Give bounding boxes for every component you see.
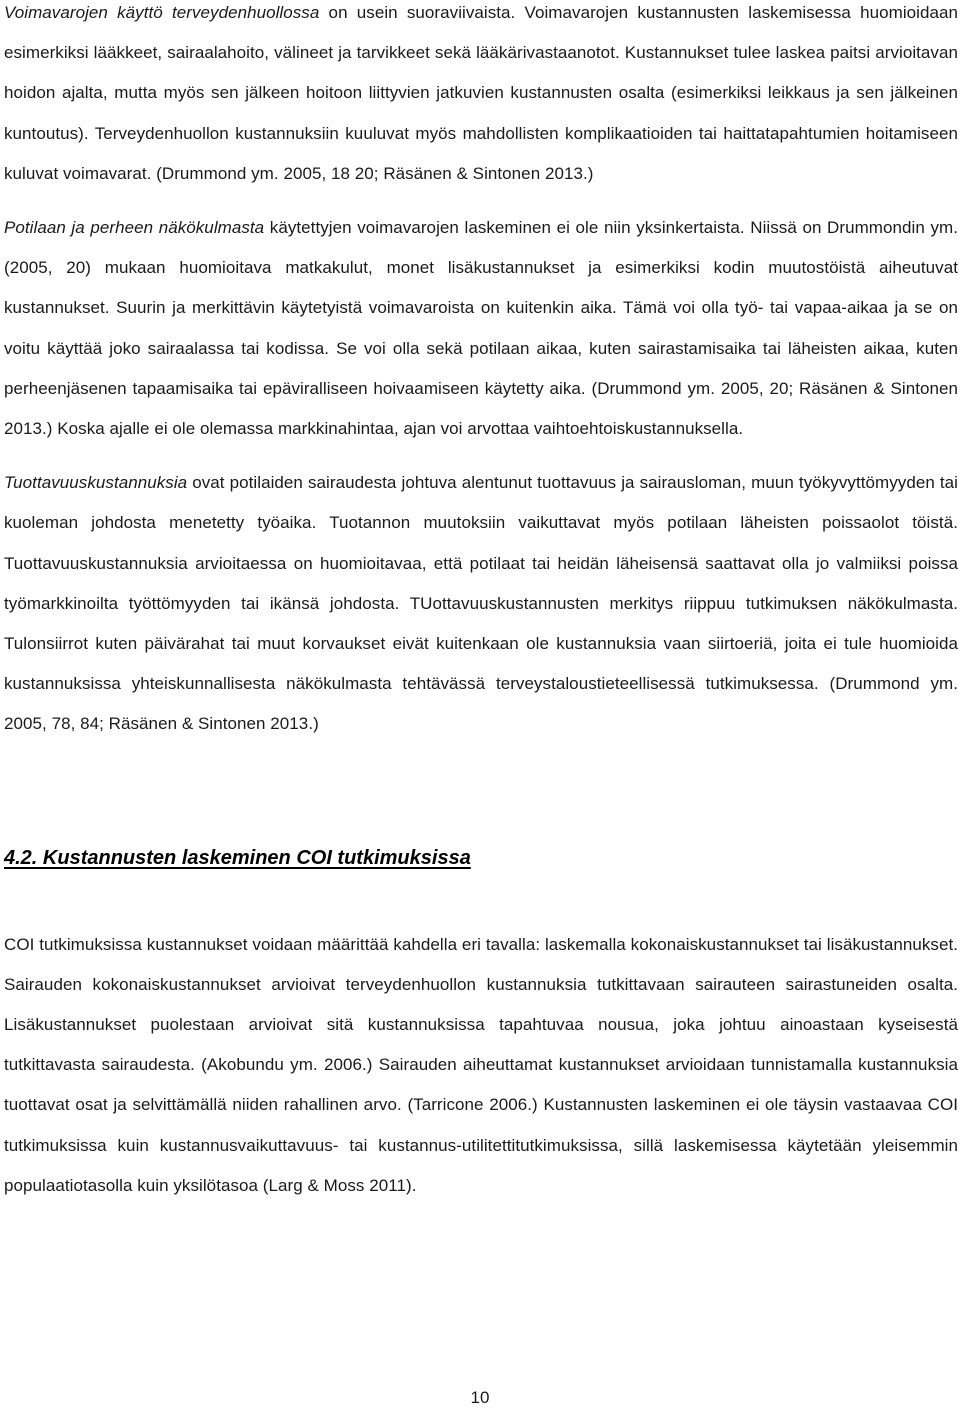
italic-term: Voimavarojen käyttö terveydenhuollossa xyxy=(4,3,320,22)
paragraph-coi-costs: COI tutkimuksissa kustannukset voidaan määrittää kahdella eri tavalla: laskemalla kokonaiskustannukset tai lisäkustannukset. Sairauden kokonaiskustannukset arvioivat terveydenhuollon kustannuksia tutkittavaan sairauteen sairastuneiden osalta. Lisäkustannukset puolestaan arvioivat sitä kustannuksissa tapahtuvaa nousua, joka johtuu ainoastaan kyseisestä tutkittavasta sairaudesta. (Akobundu ym. 2006.) Sairauden aiheuttamat kustannukset arvioidaan tunnistamalla kustannuksia tuottavat osat ja selvittämällä niiden rahallinen arvo. (Tarricone 2006.) Kustannusten laskeminen ei ole täysin vastaavaa COI tutkimuksissa kuin kustannusvaikuttavuus- tai kustannus-utilitettitutkimuksissa, sillä laskemisessa käytetään yleisemmin populaatiotasolla kuin yksilötasoa (Larg & Moss 2011). xyxy=(4,934,958,1195)
paragraph-text: käytettyjen voimavarojen laskeminen ei ole niin yksinkertaista. Niissä on Drummondin ym. (2005, 20) mukaan huomioitava matkakulut, monet lisäkustannukset ja esimerkiksi kodin muutostöistä aiheutuvat kustannukset. Suurin ja merkittävin käytetyistä voimavaroista on kuitenkin aika. Tämä voi olla työ- tai vapaa-aikaa ja se on voitu käyttää joko sairaalassa tai kodissa. Se voi olla sekä potilaan aikaa, kuten sairastamisaika tai läheisten aikaa, kuten perheenjäsenen tapaamisaika tai epäviralliseen hoivaamiseen käytetty aika. (Drummond ym. 2005, 20; Räsänen & Sintonen 2013.) Koska ajalle ei ole olemassa markkinahintaa, ajan voi arvottaa vaihtoehtoiskustannuksella. xyxy=(4,218,958,439)
paragraph-text: ovat potilaiden sairaudesta johtuva alentunut tuottavuus ja sairausloman, muun työkyvyttömyyden tai kuoleman johdosta menetetty työaika. Tuotannon muutoksiin vaikuttavat myös potilaan läheisten poissaolot töistä. Tuottavuuskustannuksia arvioitaessa on huomioitavaa, että potilaat tai heidän läheisensä saattavat olla jo valmiiksi poissa työmarkkinoilta työttömyyden tai ikänsä johdosta. TUottavuuskustannusten merkitys riippuu tutkimuksen näkökulmasta. Tulonsiirrot kuten päivärahat tai muut korvaukset eivät kuitenkaan ole kustannuksia vaan siirtoeriä, joita ei tule huomioida kustannuksissa yhteiskunnallisesta näkökulmasta tehtävässä terveystaloustieteellisessä tutkimuksessa. (Drummond ym. 2005, 78, 84; Räsänen & Sintonen 2013.) xyxy=(4,473,958,734)
paragraph-productivity-costs xyxy=(4,463,958,744)
paragraph-patient-family-perspective xyxy=(4,208,958,449)
page-number: 10 xyxy=(470,1388,490,1407)
paragraph-text: on usein suoraviivaista. Voimavarojen kustannusten laskemisessa huomioidaan esimerkiksi lääkkeet, sairaalahoito, välineet ja tarvikkeet sekä lääkärivastaanotot. Kustannukset tulee laskea paitsi arvioitavan hoidon ajalta, mutta myös sen jälkeen hoitoon liittyvien jatkuvien kustannusten osalta (esimerkiksi leikkaus ja sen jälkeinen kuntoutus). Terveydenhuollon kustannuksiin kuuluvat myös mahdollisten komplikaatioiden tai haittatapahtumien hoitamiseen kuluvat voimavarat. (Drummond ym. 2005, 18 20; Räsänen & Sintonen 2013.) xyxy=(4,3,959,183)
paragraph-health-care-resources xyxy=(4,0,958,194)
spacer xyxy=(4,745,958,843)
page-body xyxy=(4,0,958,1206)
italic-term: Tuottavuuskustannuksia xyxy=(4,473,188,493)
italic-term: Potilaan ja perheen näkökulmasta xyxy=(4,218,265,238)
section-heading: 4.2. Kustannusten laskeminen COI tutkimuksissa xyxy=(4,846,471,869)
spacer xyxy=(4,873,958,925)
